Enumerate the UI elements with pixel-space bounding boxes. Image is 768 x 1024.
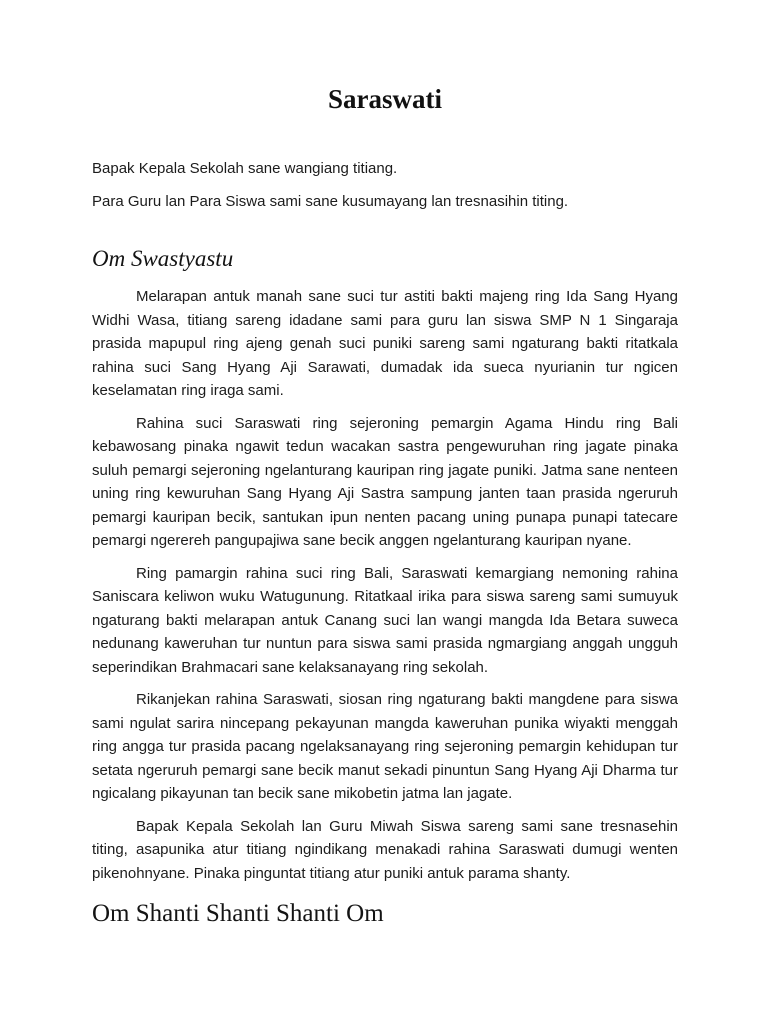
body-paragraph-4: Rikanjekan rahina Saraswati, siosan ring ngaturang bakti mangdene para siswa sami ngulat sarira nincepang pekayunan mangda kaweruhan punika wiyakti menggah ring angga tur prasida pacang ngelaksanayang ring sejeroning pemargin kehidupan tur setata ngeruruh pemargi sane becik manut sekadi pinuntun Sang Hyang Aji Dharma tur ngicalang pikayunan tan becik sane mikobetin jatma lan jagate. bbox=[92, 691, 678, 802]
closing-heading: Om Shanti Shanti Shanti Om bbox=[92, 900, 384, 927]
greeting-block bbox=[92, 160, 678, 211]
body-paragraph-5: Bapak Kepala Sekolah lan Guru Miwah Siswa sareng sami sane tresnasehin titing, asapunika atur titiang ngindikang menakadi rahina Saraswati dumugi wenten pikenohnyane. Pinaka pinguntat titiang atur puniki antuk parama shanty. bbox=[92, 817, 678, 882]
opening-heading: Om Swastyastu bbox=[92, 246, 234, 271]
body-paragraph-1: Melarapan antuk manah sane suci tur astiti bakti majeng ring Ida Sang Hyang Widhi Wasa, titiang sareng idadane sami para guru lan siswa SMP N 1 Singaraja prasida mapupul ring ajeng genah suci puniki sareng sami ngaturang bakti ritatkala rahina suci Sang Hyang Aji Sarawati, dumadak ida sueca nyurianin tur ngicen keselamatan ring iraga sami. bbox=[92, 288, 678, 399]
body-paragraph-2: Rahina suci Saraswati ring sejeroning pemargin Agama Hindu ring Bali kebawosang pinaka ngawit tedun wacakan sastra pengewuruhan ring jagate pinaka suluh pemargi sejeroning ngelanturang kauripan ring jagate puniki. Jatma sane nenteen uning ring kewuruhan Sang Hyang Aji Sastra sampung janten taan prasida ngeruruh pemargi kauripan becik, santukan ipun nenten pacang uning punapa punapi tatecare pemargi ngerereh pangupajiwa sane becik anggen ngelanturang kauripan nyane. bbox=[92, 414, 678, 549]
greeting-line-2: Para Guru lan Para Siswa sami sane kusumayang lan tresnasihin titing. bbox=[92, 193, 569, 210]
page-title: Saraswati bbox=[328, 84, 442, 114]
body-paragraph-3: Ring pamargin rahina suci ring Bali, Saraswati kemargiang nemoning rahina Saniscara keliwon wuku Watugunung. Ritatkaal irika para siswa sareng sami sumuyuk ngaturang bakti melarapan antuk Canang suci lan wangi mangda Ida Betara suweca nedunang kaweruhan tur nuntun para siswa sami prasida ngmargiang anggah ungguh seperindikan Brahmacari sane kelaksanayang ring sekolah. bbox=[92, 564, 678, 676]
greeting-line-1: Bapak Kepala Sekolah sane wangiang titiang. bbox=[92, 160, 398, 177]
